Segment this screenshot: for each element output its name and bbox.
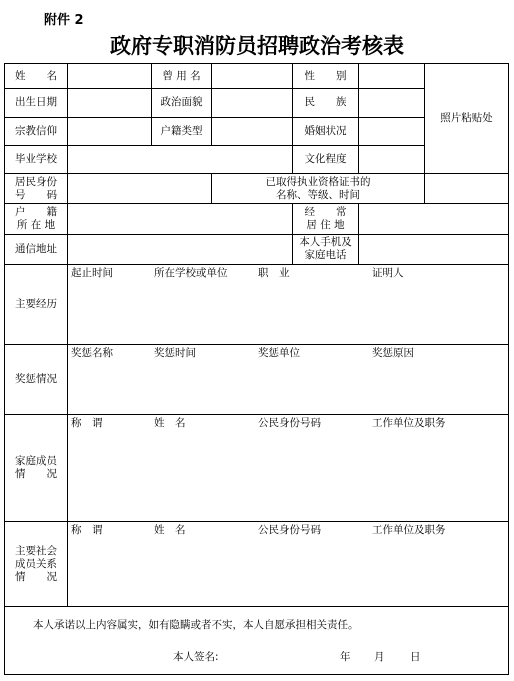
religion-field[interactable] [68, 117, 152, 145]
address-field[interactable] [68, 234, 293, 264]
family-label-line2: 情 况 [15, 468, 57, 481]
phone-label [293, 234, 359, 264]
name-field[interactable] [68, 64, 152, 89]
rewards-header [71, 347, 505, 360]
education-field[interactable] [359, 145, 425, 173]
birth-date-field[interactable] [68, 89, 152, 117]
social-section[interactable] [68, 522, 509, 607]
name-label: 姓 名 [5, 64, 68, 89]
experience-col-witness: 证明人 [372, 266, 404, 279]
political-status-field[interactable] [212, 89, 293, 117]
social-col-work: 工作单位及职务 [372, 524, 446, 537]
rewards-col-reason: 奖惩原因 [372, 346, 414, 359]
family-col-name: 姓 名 [154, 417, 186, 430]
social-label-line3: 情 况 [15, 570, 57, 583]
former-name-field[interactable] [212, 64, 293, 89]
gender-label: 性 别 [293, 64, 359, 89]
hukou-location-label [5, 204, 68, 234]
religion-label: 宗教信仰 [5, 117, 68, 145]
id-number-field[interactable] [68, 174, 212, 204]
school-label: 毕业学校 [5, 145, 68, 173]
social-label [5, 522, 68, 607]
date-day-label: 日 [410, 651, 421, 664]
declaration-text: 本人承诺以上内容属实，如有隐瞒或者不实，本人自愿承担相关责任。 [33, 619, 359, 632]
residence-label-line2: 居 住 地 [306, 218, 345, 231]
certificate-field[interactable] [425, 174, 509, 204]
date-year-label: 年 [340, 651, 351, 664]
certificate-label-line2: 名称、等级、时间 [276, 188, 360, 201]
experience-col-period: 起止时间 [71, 266, 113, 279]
family-label [5, 415, 68, 522]
gender-field[interactable] [359, 64, 425, 89]
former-name-label: 曾 用 名 [152, 64, 212, 89]
social-label-line1: 主要社会 [15, 544, 57, 557]
social-col-relation: 称 谓 [71, 524, 103, 537]
ethnicity-field[interactable] [359, 89, 425, 117]
family-col-relation: 称 谓 [71, 417, 103, 430]
social-header [71, 524, 505, 537]
rewards-section[interactable] [68, 344, 509, 415]
birth-date-label: 出生日期 [5, 89, 68, 117]
id-number-label-line2: 号 码 [15, 188, 57, 201]
declaration-section [5, 607, 509, 675]
address-label: 通信地址 [5, 234, 68, 264]
phone-label-line1: 本人手机及 [299, 236, 352, 249]
marital-status-label: 婚姻状况 [293, 117, 359, 145]
certificate-label [212, 174, 425, 204]
hukou-location-label-line2: 所 在 地 [16, 218, 56, 231]
experience-label: 主要经历 [5, 264, 68, 344]
experience-header [71, 267, 505, 280]
rewards-col-time: 奖惩时间 [154, 346, 196, 359]
marital-status-field[interactable] [359, 117, 425, 145]
id-number-label [5, 174, 68, 204]
residence-label [293, 204, 359, 234]
experience-col-school: 所在学校或单位 [154, 266, 228, 279]
family-section[interactable] [68, 415, 509, 522]
residence-label-line1: 经 常 [304, 205, 347, 218]
date-month-label: 月 [374, 651, 385, 664]
hukou-type-label: 户籍类型 [152, 117, 212, 145]
rewards-col-name: 奖惩名称 [71, 346, 113, 359]
rewards-label: 奖惩情况 [5, 344, 68, 415]
experience-col-occupation: 职 业 [258, 266, 290, 279]
hukou-location-field[interactable] [68, 204, 293, 234]
family-label-line1: 家庭成员 [15, 455, 57, 468]
family-col-id: 公民身份号码 [258, 417, 321, 430]
ethnicity-label: 民 族 [293, 89, 359, 117]
political-review-form [4, 63, 509, 675]
experience-section[interactable] [68, 264, 509, 344]
education-label: 文化程度 [293, 145, 359, 173]
family-col-work: 工作单位及职务 [372, 417, 446, 430]
school-field[interactable] [68, 145, 293, 173]
hukou-type-field[interactable] [212, 117, 293, 145]
social-label-line2: 成员关系 [15, 557, 57, 570]
family-header [71, 417, 505, 430]
attachment-label: 附件 2 [44, 13, 84, 28]
id-number-label-line1: 居民身份 [15, 175, 57, 188]
signature-label[interactable]: 本人签名: [173, 651, 219, 664]
residence-field[interactable] [359, 204, 509, 234]
social-col-id: 公民身份号码 [258, 524, 321, 537]
form-title: 政府专职消防员招聘政治考核表 [110, 33, 404, 58]
photo-area[interactable]: 照片粘贴处 [425, 64, 509, 174]
phone-label-line2: 家庭电话 [304, 249, 347, 262]
rewards-col-unit: 奖惩单位 [258, 346, 300, 359]
phone-field[interactable] [359, 234, 509, 264]
social-col-name: 姓 名 [154, 524, 186, 537]
certificate-label-line1: 已取得执业资格证书的 [265, 175, 371, 188]
hukou-location-label-line1: 户 籍 [15, 205, 57, 218]
political-status-label: 政治面貌 [152, 89, 212, 117]
